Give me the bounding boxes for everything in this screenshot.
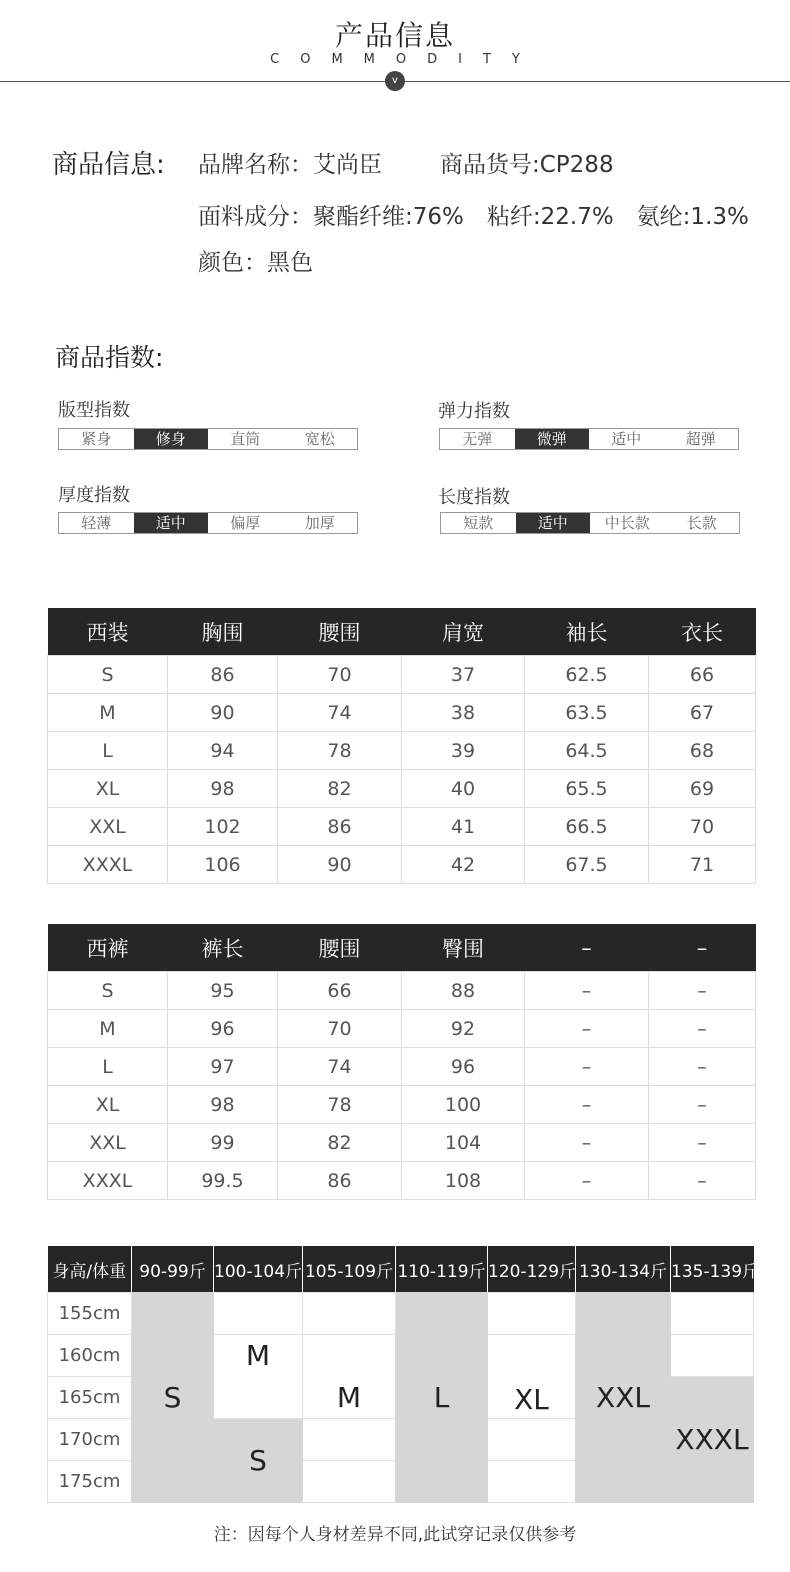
measure-cell: – (649, 1162, 756, 1200)
meter-option: 短款 (463, 514, 494, 532)
table-row (48, 732, 756, 770)
header-cell: 衣长 (649, 608, 756, 656)
height-cell: 160cm (48, 1335, 132, 1377)
measure-cell: 106 (168, 846, 278, 884)
fit-reference-table (47, 1246, 760, 1503)
size-cell: S (132, 1293, 214, 1503)
table-row (48, 1010, 756, 1048)
table-header-row (48, 924, 756, 972)
blank-cell (488, 1461, 576, 1503)
chevron-down-icon: v (385, 71, 405, 91)
measure-cell: 104 (402, 1124, 525, 1162)
measure-cell: 94 (168, 732, 278, 770)
meter-option: 超弹 (685, 430, 716, 448)
size-cell: M (303, 1335, 396, 1419)
measure-cell: 37 (402, 656, 525, 694)
pants-size-table (47, 924, 756, 1200)
fabric-composition: 面料成分：聚酯纤维:76% 粘纤:22.7% 氨纶:1.3% (198, 204, 749, 230)
meter-option: 微弹 (515, 429, 590, 449)
meter-label-length: 长度指数 (438, 487, 510, 508)
table-row (48, 1293, 754, 1335)
size-cell: XXL (48, 808, 168, 846)
measure-cell: 74 (278, 1048, 402, 1086)
measure-cell: – (525, 1124, 649, 1162)
header-cell: 西裤 (48, 924, 168, 972)
size-cell: XXL (576, 1293, 671, 1503)
meter-option: 宽松 (304, 430, 335, 448)
measure-cell: 100 (402, 1086, 525, 1124)
measure-cell: 95 (168, 972, 278, 1010)
measure-cell: 108 (402, 1162, 525, 1200)
measure-cell: 86 (168, 656, 278, 694)
measure-cell: – (649, 1086, 756, 1124)
header-cell: 135-139斤 (671, 1246, 754, 1293)
measure-cell: – (525, 1162, 649, 1200)
measure-cell: 70 (649, 808, 756, 846)
meter-option: 直筒 (230, 430, 261, 448)
table-row (48, 770, 756, 808)
measure-cell: 66.5 (525, 808, 649, 846)
size-cell: S (48, 972, 168, 1010)
meter-option: 适中 (611, 430, 642, 448)
header-cell: 110-119斤 (396, 1246, 488, 1293)
measure-cell: 68 (649, 732, 756, 770)
meter-option: 修身 (134, 429, 209, 449)
product-code: 商品货号:CP288 (440, 152, 614, 178)
brand-name: 品牌名称：艾尚臣 (198, 152, 382, 178)
measure-cell: 74 (278, 694, 402, 732)
header-cell: 105-109斤 (303, 1246, 396, 1293)
meter-option: 适中 (134, 513, 209, 533)
meter-option: 紧身 (81, 430, 112, 448)
table-row (48, 972, 756, 1010)
table-row (48, 808, 756, 846)
measure-cell: 96 (168, 1010, 278, 1048)
meter-option: 偏厚 (230, 514, 261, 532)
page-title: 产品信息 (334, 19, 455, 52)
measure-cell: 66 (649, 656, 756, 694)
table-row (48, 1086, 756, 1124)
measure-cell: 99.5 (168, 1162, 278, 1200)
measure-cell: 98 (168, 770, 278, 808)
blank-cell (303, 1293, 396, 1335)
table-row (48, 656, 756, 694)
measure-cell: – (649, 972, 756, 1010)
meter-label-fit: 版型指数 (58, 400, 130, 421)
measure-cell: 86 (278, 1162, 402, 1200)
meter-option: 无弹 (462, 430, 493, 448)
info-label: 商品信息: (52, 150, 165, 180)
measure-cell: 78 (278, 1086, 402, 1124)
page-subtitle: COMMODITY (270, 52, 541, 67)
size-cell: S (48, 656, 168, 694)
blank-cell (488, 1419, 576, 1461)
header-cell: 90-99斤 (132, 1246, 214, 1293)
measure-cell: 90 (168, 694, 278, 732)
height-cell: 165cm (48, 1377, 132, 1419)
size-cell: XXL (48, 1124, 168, 1162)
meter-option: 适中 (516, 513, 591, 533)
meter-label-elasticity: 弹力指数 (438, 401, 510, 422)
size-cell: M (48, 1010, 168, 1048)
measure-cell: – (649, 1124, 756, 1162)
size-cell: XL (488, 1335, 576, 1419)
measure-cell: 90 (278, 846, 402, 884)
blank-cell (303, 1461, 396, 1503)
size-cell: M (48, 694, 168, 732)
header-cell: 袖长 (525, 608, 649, 656)
table-header-row (48, 1246, 754, 1293)
blank-cell (214, 1293, 303, 1335)
measure-cell: 96 (402, 1048, 525, 1086)
measure-cell: 82 (278, 1124, 402, 1162)
size-cell: XXXL (48, 846, 168, 884)
measure-cell: 64.5 (525, 732, 649, 770)
measure-cell: 70 (278, 1010, 402, 1048)
size-cell: XXXL (671, 1377, 754, 1503)
measure-cell: 70 (278, 656, 402, 694)
blank-cell (303, 1419, 396, 1461)
measure-cell: 67.5 (525, 846, 649, 884)
meter-label-thickness: 厚度指数 (58, 485, 130, 506)
height-cell: 175cm (48, 1461, 132, 1503)
measure-cell: 41 (402, 808, 525, 846)
measure-cell: – (649, 1048, 756, 1086)
meter-option: 长款 (686, 514, 717, 532)
table-row (48, 846, 756, 884)
measure-cell: 82 (278, 770, 402, 808)
size-cell: L (396, 1293, 488, 1503)
meter-option: 加厚 (304, 514, 335, 532)
header-cell: 100-104斤 (214, 1246, 303, 1293)
size-cell: XL (48, 1086, 168, 1124)
size-cell: L (48, 732, 168, 770)
measure-cell: – (525, 1010, 649, 1048)
measure-cell: 66 (278, 972, 402, 1010)
measure-cell: 88 (402, 972, 525, 1010)
size-cell: M (214, 1335, 303, 1419)
meter-thickness (58, 512, 358, 534)
measure-cell: 97 (168, 1048, 278, 1086)
meter-option: 轻薄 (81, 514, 112, 532)
size-cell: XXXL (48, 1162, 168, 1200)
measure-cell: 69 (649, 770, 756, 808)
size-cell: L (48, 1048, 168, 1086)
measure-cell: 98 (168, 1086, 278, 1124)
measure-cell: 71 (649, 846, 756, 884)
measure-cell: – (525, 1086, 649, 1124)
measure-cell: 63.5 (525, 694, 649, 732)
measure-cell: 102 (168, 808, 278, 846)
header-cell: 腰围 (278, 608, 402, 656)
header-cell: 臀围 (402, 924, 525, 972)
measure-cell: 39 (402, 732, 525, 770)
size-cell: S (214, 1419, 303, 1503)
measure-cell: 92 (402, 1010, 525, 1048)
measure-cell: – (525, 972, 649, 1010)
blank-cell (671, 1293, 754, 1335)
header-cell: – (525, 924, 649, 972)
measure-cell: 38 (402, 694, 525, 732)
height-cell: 155cm (48, 1293, 132, 1335)
blank-cell (671, 1335, 754, 1377)
measure-cell: – (649, 1010, 756, 1048)
measure-cell: 65.5 (525, 770, 649, 808)
header-cell: 胸围 (168, 608, 278, 656)
table-row (48, 1048, 756, 1086)
measure-cell: 86 (278, 808, 402, 846)
meter-option: 中长款 (604, 514, 650, 532)
measure-cell: 67 (649, 694, 756, 732)
meter-length (440, 512, 740, 534)
measure-cell: 40 (402, 770, 525, 808)
index-title: 商品指数: (55, 343, 164, 372)
measure-cell: 99 (168, 1124, 278, 1162)
header-cell: 腰围 (278, 924, 402, 972)
height-cell: 170cm (48, 1419, 132, 1461)
size-cell: XL (48, 770, 168, 808)
header-cell: 120-129斤 (488, 1246, 576, 1293)
meter-fit (58, 428, 358, 450)
measure-cell: 62.5 (525, 656, 649, 694)
table-header-row (48, 608, 756, 656)
header-cell: 西装 (48, 608, 168, 656)
blank-cell (488, 1293, 576, 1335)
table-row (48, 1162, 756, 1200)
measure-cell: 42 (402, 846, 525, 884)
header-cell: 肩宽 (402, 608, 525, 656)
suit-size-table (47, 608, 756, 884)
meter-elasticity (439, 428, 739, 450)
header-cell: – (649, 924, 756, 972)
footnote: 注：因每个人身材差异不同,此试穿记录仅供参考 (213, 1525, 577, 1545)
measure-cell: – (525, 1048, 649, 1086)
header-cell: 身高/体重 (48, 1246, 132, 1293)
header-cell: 130-134斤 (576, 1246, 671, 1293)
table-row (48, 1124, 756, 1162)
color-info: 颜色：黑色 (198, 250, 313, 276)
measure-cell: 78 (278, 732, 402, 770)
header-cell: 裤长 (168, 924, 278, 972)
table-row (48, 694, 756, 732)
